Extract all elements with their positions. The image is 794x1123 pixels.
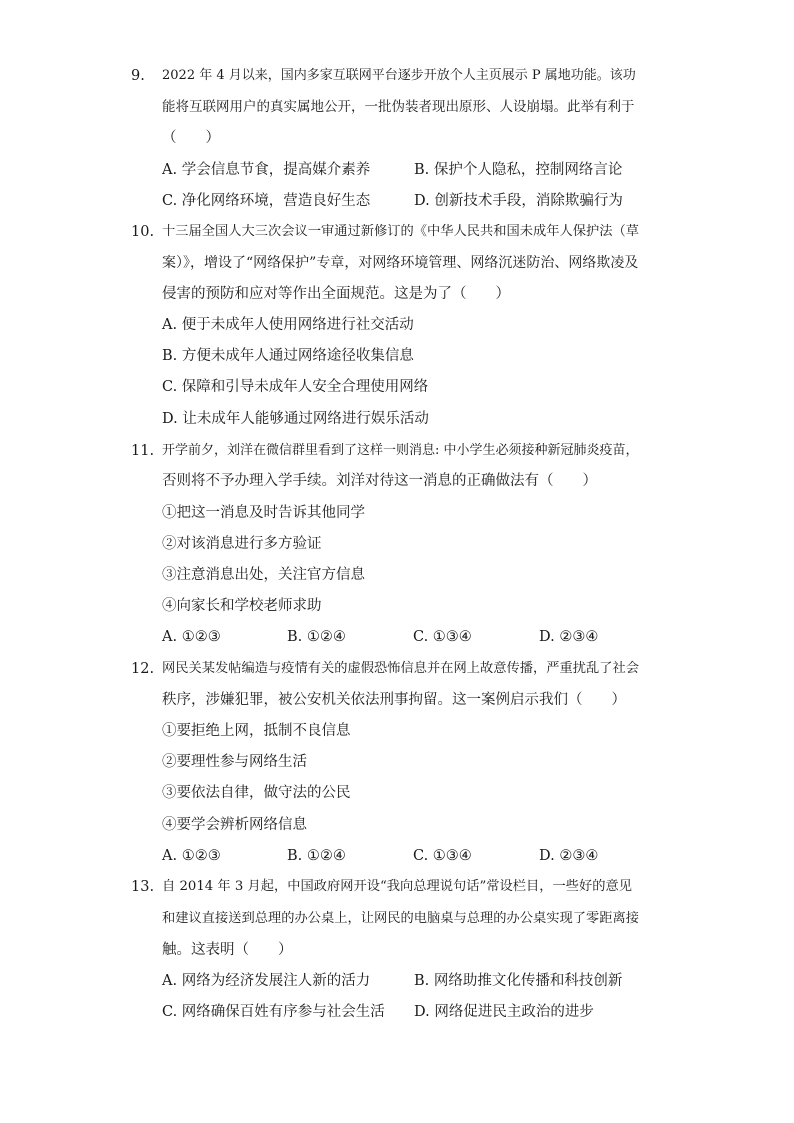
question-13-line-3: 触。这表明（ ）	[162, 942, 293, 958]
question-13-option-c[interactable]: C. 网络确保百姓有序参与社会生活	[162, 1004, 385, 1020]
question-11-item-2: ②对该消息进行多方验证	[162, 536, 322, 552]
question-9-option-b[interactable]: B. 保护个人隐私，控制网络言论	[414, 162, 623, 178]
question-9-line-1: 2022 年 4 月以来，国内多家互联网平台逐步开放个人主页展示 P 属地功能。该功	[162, 68, 636, 83]
question-10-line-2: 案）》，增设了“网络保护”专章，对网络环境管理、网络沉迷防治、网络欺凌及	[162, 255, 639, 271]
question-11-number: 11.	[131, 443, 155, 459]
question-13-line-2: 和建议直接送到总理的办公桌上，让网民的电脑桌与总理的办公桌实现了零距离接	[162, 911, 640, 926]
question-12-line-1: 网民关某发帖编造与疫情有关的虚假恐怖信息并在网上故意传播，严重扰乱了社会	[162, 661, 640, 676]
question-10-option-a[interactable]: A. 便于未成年人使用网络进行社交活动	[162, 317, 414, 333]
question-10-line-3: 侵害的预防和应对等作出全面规范。这是为了（ ）	[162, 286, 510, 302]
question-9-option-d[interactable]: D. 创新技术手段，消除欺骗行为	[414, 193, 623, 209]
question-9-option-a[interactable]: A. 学会信息节食，提高媒介素养	[162, 162, 371, 178]
question-11-option-c[interactable]: C. ①③④	[413, 629, 472, 645]
question-9-line-3: （ ）	[162, 130, 220, 146]
question-13-line-1: 自 2014 年 3 月起，中国政府网开设“我向总理说句话”常设栏目，一些好的意见	[162, 879, 633, 894]
question-11-option-d[interactable]: D. ②③④	[539, 629, 599, 645]
question-12-item-2: ②要理性参与网络生活	[162, 754, 307, 770]
question-9-option-c[interactable]: C. 净化网络环境，营造良好生态	[162, 193, 371, 209]
question-13-option-a[interactable]: A. 网络为经济发展注人新的活力	[162, 973, 371, 989]
question-12-option-c[interactable]: C. ①③④	[413, 848, 472, 864]
question-9-line-2: 能将互联网用户的真实属地公开，一批伪装者现出原形、人设崩塌。此举有利于	[162, 99, 635, 115]
question-9-number: 9.	[131, 68, 145, 84]
question-11-line-1: 开学前夕，刘洋在微信群里看到了这样一则消息: 中小学生必须接种新冠肺炎疫苗，	[162, 443, 639, 458]
question-11-option-b[interactable]: B. ①②④	[287, 629, 346, 645]
question-12-item-4: ④要学会辨析网络信息	[162, 817, 307, 833]
question-10-line-1: 十三届全国人大三次会议一审通过新修订的《中华人民共和国未成年人保护法（草	[162, 224, 640, 239]
question-11-item-1: ①把这一消息及时告诉其他同学	[162, 505, 365, 521]
question-11-line-2: 否则将不予办理入学手续。刘洋对待这一消息的正确做法有（ ）	[162, 473, 597, 489]
question-10-number: 10.	[131, 224, 155, 240]
question-13-option-b[interactable]: B. 网络助推文化传播和科技创新	[414, 973, 623, 989]
question-12-option-d[interactable]: D. ②③④	[539, 848, 599, 864]
question-10-option-b[interactable]: B. 方便未成年人通过网络途径收集信息	[162, 348, 414, 364]
question-13-number: 13.	[131, 879, 155, 895]
question-12-option-b[interactable]: B. ①②④	[287, 848, 346, 864]
question-10-option-d[interactable]: D. 让未成年人能够通过网络进行娱乐活动	[162, 411, 429, 427]
question-11-item-3: ③注意消息出处，关注官方信息	[162, 567, 365, 583]
question-12-option-a[interactable]: A. ①②③	[162, 848, 221, 864]
question-13-option-d[interactable]: D. 网络促进民主政治的进步	[414, 1004, 594, 1020]
question-12-number: 12.	[131, 661, 155, 677]
question-12-item-3: ③要依法自律，做守法的公民	[162, 785, 351, 801]
question-11-item-4: ④向家长和学校老师求助	[162, 598, 322, 614]
question-11-option-a[interactable]: A. ①②③	[162, 629, 221, 645]
question-10-option-c[interactable]: C. 保障和引导未成年人安全合理使用网络	[162, 379, 429, 395]
question-12-line-2: 秩序，涉嫌犯罪，被公安机关依法刑事拘留。这一案例启示我们（ ）	[162, 692, 626, 708]
question-12-item-1: ①要拒绝上网，抵制不良信息	[162, 723, 351, 739]
